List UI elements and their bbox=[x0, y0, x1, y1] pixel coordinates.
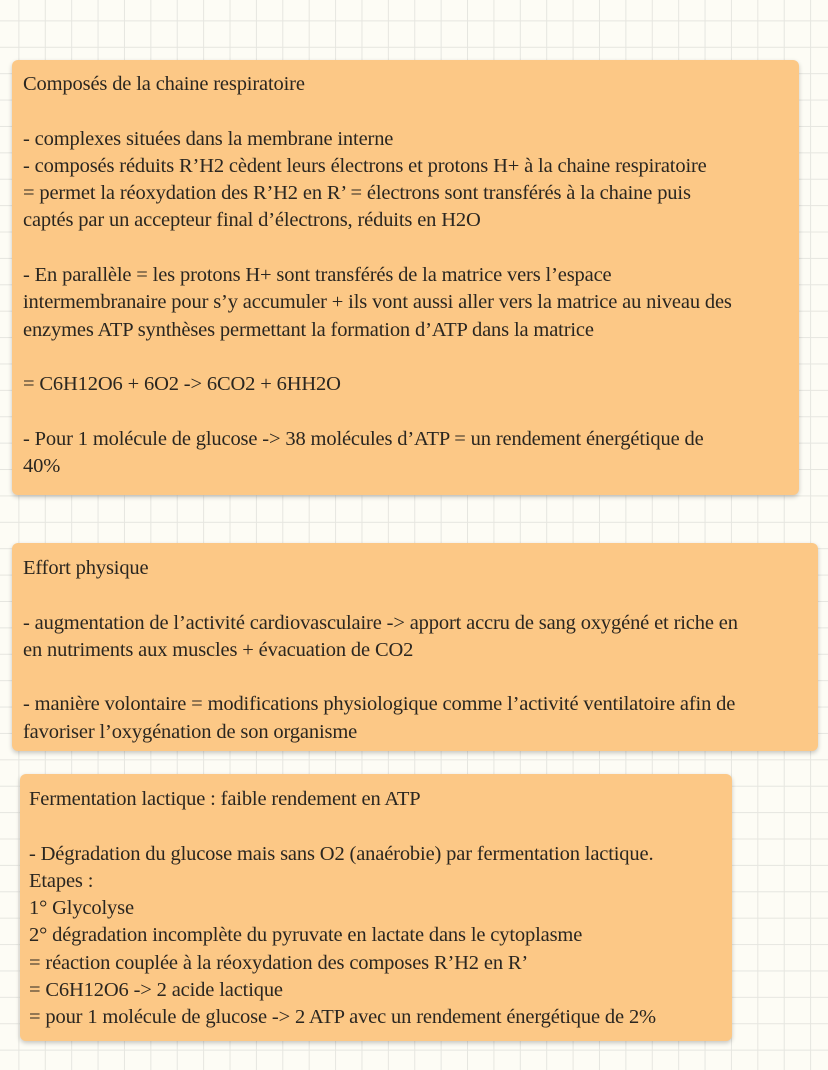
text-line: = permet la réoxydation des R’H2 en R’ = électrons sont transférés à la chaine puis bbox=[23, 182, 691, 205]
text-line: en nutriments aux muscles + évacuation de CO2 bbox=[23, 638, 414, 661]
equation-line: = C6H12O6 -> 2 acide lactique bbox=[29, 979, 283, 1002]
text-line: - Pour 1 molécule de glucose -> 38 molécules d’ATP = un rendement énergétique de bbox=[23, 427, 704, 450]
text-line: = pour 1 molécule de glucose -> 2 ATP avec un rendement énergétique de 2% bbox=[29, 1006, 656, 1029]
text-line: - manière volontaire = modifications physiologique comme l’activité ventilatoire afin de bbox=[23, 693, 736, 716]
text-line: 1° Glycolyse bbox=[29, 897, 134, 920]
text-line: Etapes : bbox=[29, 869, 94, 892]
text-line: - Dégradation du glucose mais sans O2 (anaérobie) par fermentation lactique. bbox=[29, 842, 654, 865]
text-line: intermembranaire pour s’y accumuler + ils vont aussi aller vers la matrice au niveau des bbox=[23, 291, 732, 314]
note-card-respiratory-chain bbox=[12, 60, 799, 495]
spacer bbox=[23, 664, 810, 691]
text-line: - augmentation de l’activité cardiovasculaire -> apport accru de sang oxygéné et riche en bbox=[23, 611, 738, 634]
text-line: 40% bbox=[23, 455, 61, 478]
equation-line: = C6H12O6 + 6O2 -> 6CO2 + 6HH2O bbox=[23, 373, 341, 396]
text-line: enzymes ATP synthèses permettant la formation d’ATP dans la matrice bbox=[23, 318, 594, 341]
text-line: = réaction couplée à la réoxydation des composes R’H2 en R’ bbox=[29, 951, 529, 974]
text-line: - complexes situées dans la membrane interne bbox=[23, 127, 394, 150]
note-card-physical-effort bbox=[12, 543, 818, 751]
text-line: captés par un accepteur final d’électrons, réduits en H2O bbox=[23, 209, 481, 232]
card-title: Composés de la chaine respiratoire bbox=[23, 73, 305, 95]
text-line: - En parallèle = les protons H+ sont transférés de la matrice vers l’espace bbox=[23, 264, 612, 287]
text-line: favoriser l’oxygénation de son organisme bbox=[23, 720, 358, 743]
spacer bbox=[23, 399, 787, 426]
card-title: Effort physique bbox=[23, 557, 149, 579]
spacer bbox=[23, 235, 787, 262]
card-title: Fermentation lactique : faible rendement en ATP bbox=[29, 788, 421, 810]
text-line: 2° dégradation incomplète du pyruvate en lactate dans le cytoplasme bbox=[29, 924, 583, 947]
note-card-lactic-fermentation bbox=[20, 774, 732, 1041]
text-line: - composés réduits R’H2 cèdent leurs électrons et protons H+ à la chaine respiratoire bbox=[23, 154, 707, 177]
spacer bbox=[29, 813, 728, 840]
spacer bbox=[23, 98, 787, 125]
spacer bbox=[23, 344, 787, 371]
spacer bbox=[23, 582, 810, 609]
